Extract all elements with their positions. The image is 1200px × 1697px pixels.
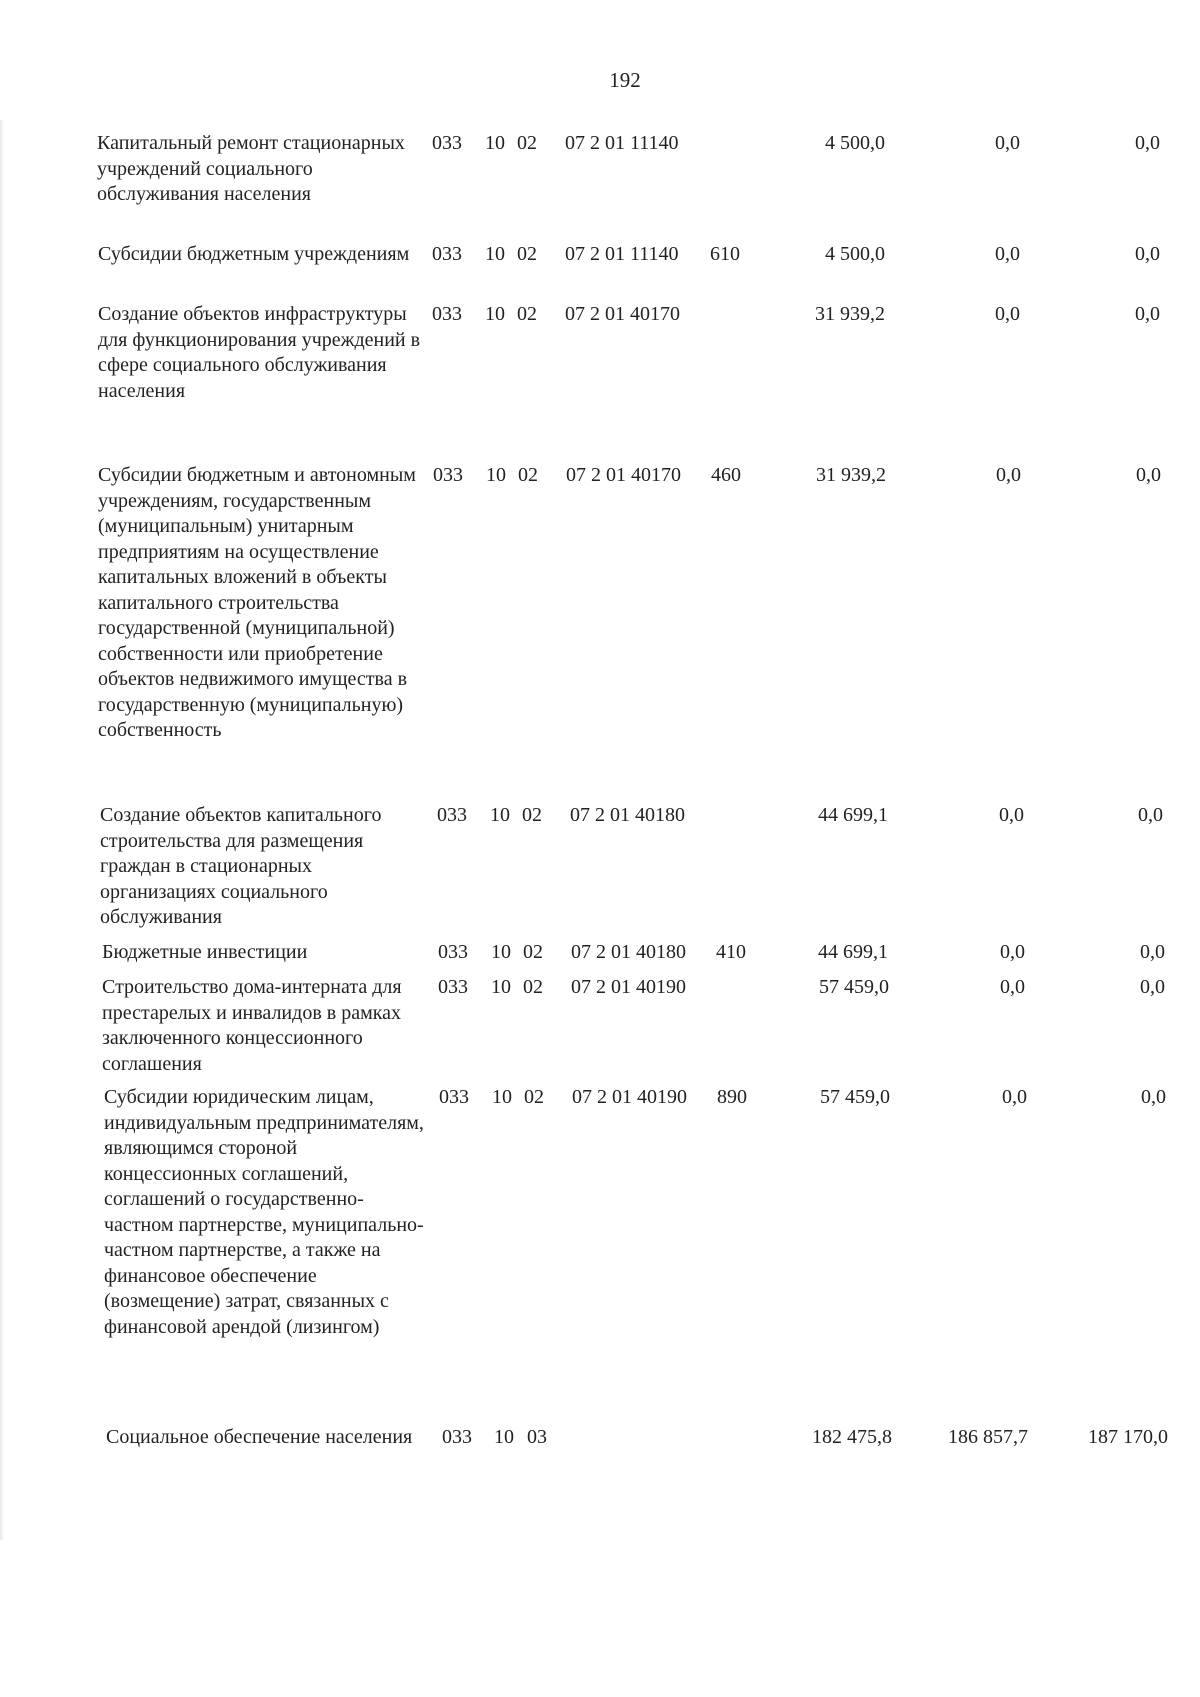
row-y2: 0,0 (995, 132, 1020, 154)
row-y2: 0,0 (1002, 1086, 1027, 1108)
row-y3: 0,0 (1135, 132, 1160, 154)
row-y2: 0,0 (1000, 976, 1025, 998)
row-cs: 07 2 01 11140 (565, 243, 679, 265)
row-name: Субсидии бюджетным и автономным учреждениям, государственным (муниципальным) унитарным предприятиям на осуществление капитальных вложений в объекты капитального строительства государственной (муниципальной) собственности или приобретение объектов недвижимого имущества в государственную (муниципальную) собственность (98, 464, 416, 741)
row-y3: 187 170,0 (1088, 1426, 1168, 1448)
row-y1: 31 939,2 (815, 303, 885, 325)
row-cs: 07 2 01 40190 (571, 976, 686, 998)
row-cs: 07 2 01 40170 (565, 303, 680, 325)
row-grbs: 033 (439, 1086, 469, 1108)
scan-edge (0, 120, 4, 1540)
row-y2: 0,0 (995, 243, 1020, 265)
row-name: Бюджетные инвестиции (102, 941, 308, 963)
row-y3: 0,0 (1135, 303, 1160, 325)
row-y1: 57 459,0 (819, 976, 889, 998)
row-pr: 02 (517, 303, 537, 325)
row-y1: 4 500,0 (825, 243, 885, 265)
row-y3: 0,0 (1138, 804, 1163, 826)
row-grbs: 033 (432, 303, 462, 325)
row-y3: 0,0 (1141, 1086, 1166, 1108)
row-y3: 0,0 (1140, 941, 1165, 963)
row-rz: 10 (494, 1426, 514, 1448)
row-y3: 0,0 (1136, 464, 1161, 486)
row-y1: 182 475,8 (812, 1426, 892, 1448)
row-rz: 10 (491, 941, 511, 963)
row-pr: 03 (527, 1426, 547, 1448)
row-grbs: 033 (433, 464, 463, 486)
row-rz: 10 (492, 1086, 512, 1108)
row-pr: 02 (523, 976, 543, 998)
row-y2: 186 857,7 (948, 1426, 1028, 1448)
row-vr: 610 (710, 243, 740, 265)
row-y3: 0,0 (1140, 976, 1165, 998)
row-name: Субсидии юридическим лицам, индивидуальным предпринимателям, являющимся стороной концессионных соглашений, соглашений о государственно-частном партнерстве, муниципально-частном партнерстве, а также на финансовое обеспечение (возмещение) затрат, связанных с финансовой арендой (лизингом) (104, 1086, 424, 1338)
row-grbs: 033 (442, 1426, 472, 1448)
row-cs: 07 2 01 40170 (566, 464, 681, 486)
row-name: Капитальный ремонт стационарных учреждений социального обслуживания населения (97, 132, 405, 205)
row-y1: 31 939,2 (816, 464, 886, 486)
row-y2: 0,0 (999, 804, 1024, 826)
row-pr: 02 (517, 243, 537, 265)
row-rz: 10 (486, 464, 506, 486)
row-name: Создание объектов инфраструктуры для функционирования учреждений в сфере социального обслуживания населения (98, 303, 421, 402)
row-pr: 02 (523, 941, 543, 963)
page-number: 192 (609, 68, 641, 92)
row-vr: 890 (717, 1086, 747, 1108)
row-grbs: 033 (432, 132, 462, 154)
row-rz: 10 (490, 804, 510, 826)
row-y1: 44 699,1 (818, 941, 888, 963)
row-vr: 460 (711, 464, 741, 486)
row-name: Социальное обеспечение населения (106, 1426, 413, 1448)
row-y1: 57 459,0 (820, 1086, 890, 1108)
row-pr: 02 (517, 132, 537, 154)
row-vr: 410 (716, 941, 746, 963)
row-grbs: 033 (438, 976, 468, 998)
row-y2: 0,0 (1000, 941, 1025, 963)
row-cs: 07 2 01 40190 (572, 1086, 687, 1108)
row-rz: 10 (491, 976, 511, 998)
row-y3: 0,0 (1135, 243, 1160, 265)
row-name: Создание объектов капитального строительства для размещения граждан в стационарных организациях социального обслуживания (100, 804, 382, 928)
row-rz: 10 (485, 243, 505, 265)
row-y1: 44 699,1 (818, 804, 888, 826)
row-cs: 07 2 01 40180 (570, 804, 685, 826)
row-name: Строительство дома-интерната для престарелых и инвалидов в рамках заключенного концессионного соглашения (102, 976, 402, 1075)
row-pr: 02 (522, 804, 542, 826)
row-name: Субсидии бюджетным учреждениям (98, 243, 410, 265)
row-rz: 10 (485, 303, 505, 325)
row-rz: 10 (485, 132, 505, 154)
row-grbs: 033 (432, 243, 462, 265)
row-y2: 0,0 (995, 303, 1020, 325)
row-y1: 4 500,0 (825, 132, 885, 154)
row-cs: 07 2 01 11140 (565, 132, 679, 154)
row-pr: 02 (518, 464, 538, 486)
row-y2: 0,0 (996, 464, 1021, 486)
row-grbs: 033 (437, 804, 467, 826)
row-grbs: 033 (438, 941, 468, 963)
row-cs: 07 2 01 40180 (571, 941, 686, 963)
row-pr: 02 (524, 1086, 544, 1108)
